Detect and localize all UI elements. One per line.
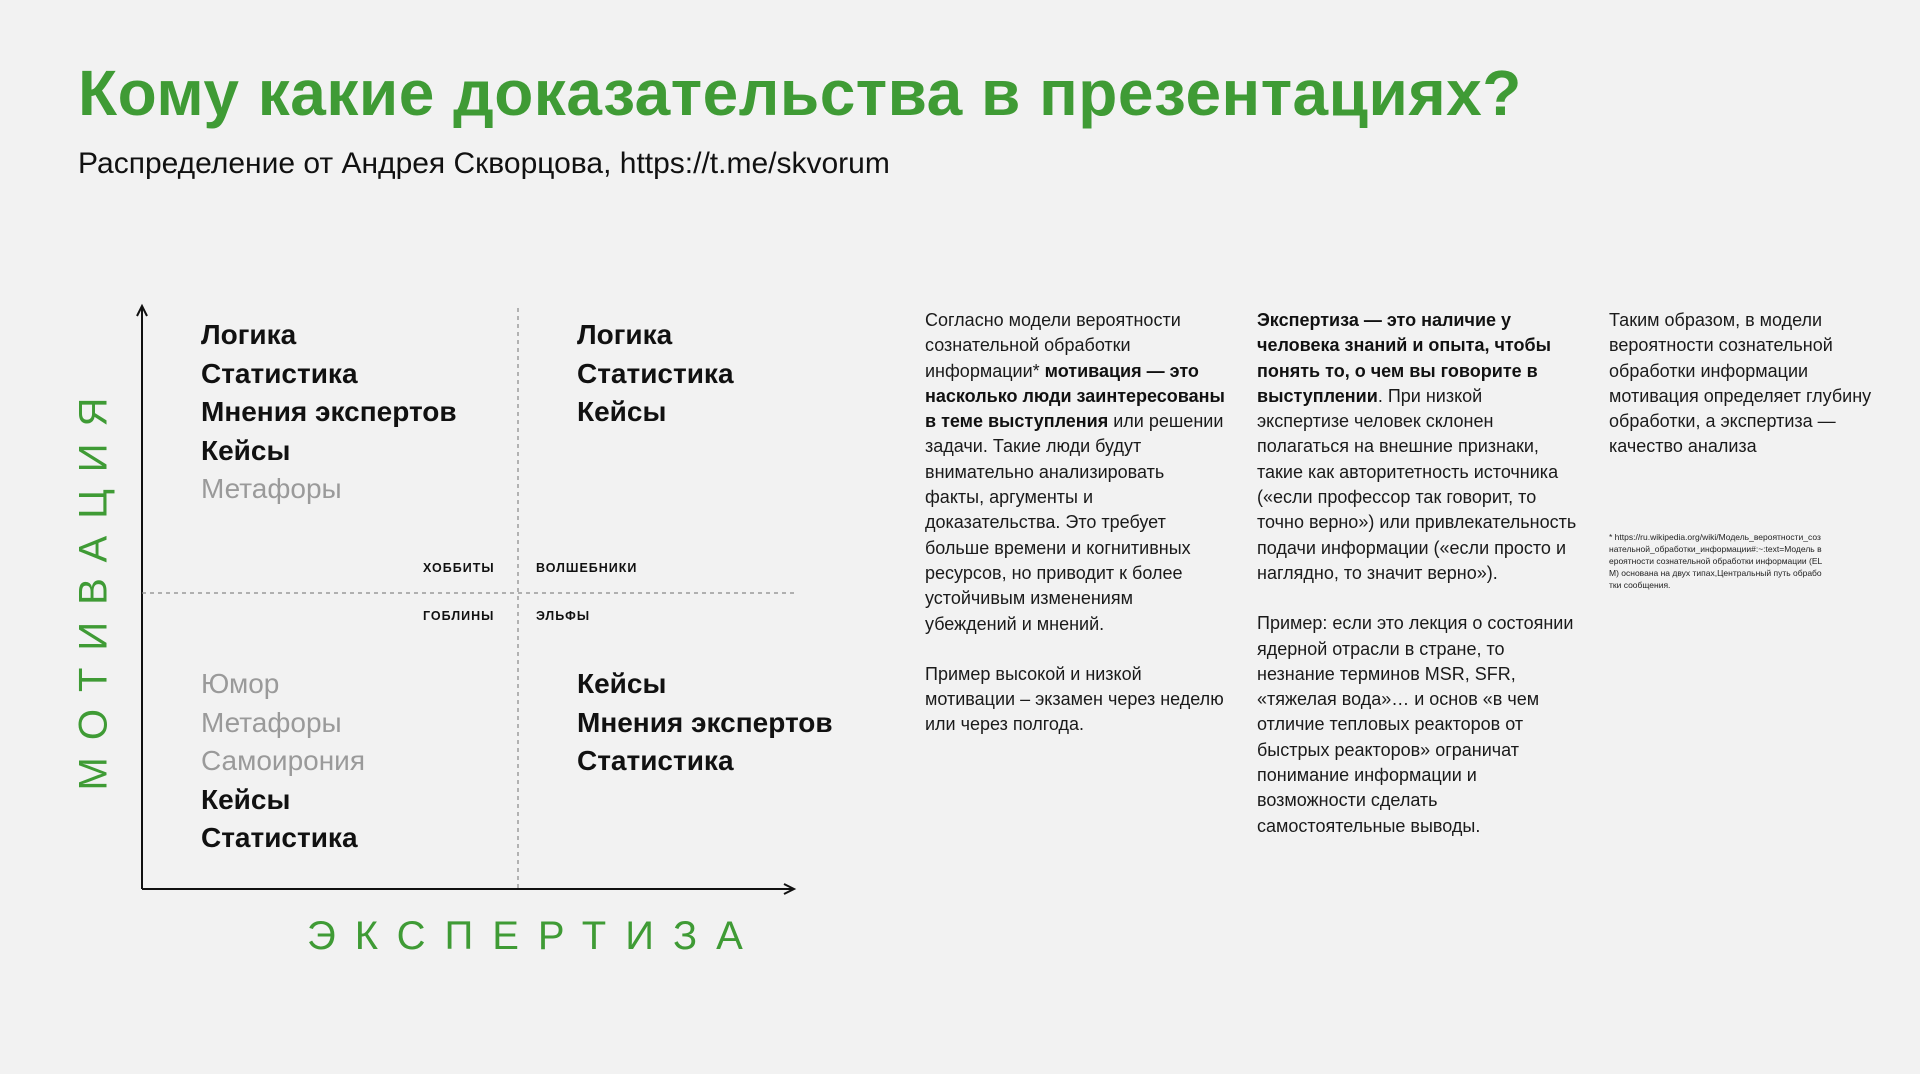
quadrant-top-left xyxy=(201,316,457,509)
quadrant-label-wizards: ВОЛШЕБНИКИ xyxy=(536,561,638,575)
quadrant-item: Статистика xyxy=(577,357,734,389)
quadrant-item: Логика xyxy=(577,319,673,350)
motivation-text: Согласно модели вероятности сознательной обработки информации* xyxy=(925,310,1181,381)
motivation-definition: мотивация — это насколько люди заинтересованы в теме выступления xyxy=(925,360,1225,432)
page-subtitle: Распределение от Андрея Скворцова, https://t.me/skvorum xyxy=(78,147,890,180)
expertise-paragraph xyxy=(1257,308,1577,586)
expertise-text: . При низкой экспертизе человек склонен полагаться на внешние признаки, такие как авторитетность источника («если профессор так говорит, то точно верно») или привлекательность подачи информации («если просто и наглядно, то значит верно»). xyxy=(1257,385,1577,583)
quadrant-label-hobbits: ХОББИТЫ xyxy=(423,561,495,575)
quadrant-item: Метафоры xyxy=(201,473,342,504)
page-title: Кому какие доказательства в презентациях? xyxy=(78,57,1522,129)
expertise-definition: Экспертиза — это наличие у человека знаний и опыта, чтобы понять то, о чем вы говорите в выступлении xyxy=(1257,310,1551,406)
quadrant-item: Юмор xyxy=(201,668,280,699)
quadrant-item: Статистика xyxy=(201,357,358,389)
quadrant-bottom-right xyxy=(577,665,833,781)
y-axis-label-wrap xyxy=(71,380,117,790)
quadrant-item: Метафоры xyxy=(201,706,342,738)
quadrant-item: Логика xyxy=(201,319,297,350)
quadrant-item: Кейсы xyxy=(201,434,291,466)
quadrant-item: Самоирония xyxy=(201,745,365,776)
quadrant-item: Статистика xyxy=(577,745,734,776)
quadrant-item: Статистика xyxy=(201,822,358,853)
footnote: * https://ru.wikipedia.org/wiki/Модель_вероятности_сознательной_обработки_информации#:~:text=Модель вероятности сознательной обработки информации (ELM) основана на двух типах,Центральный путь обработки сообщения. xyxy=(1609,532,1823,590)
conclusion-text: Таким образом, в модели вероятности сознательной обработки информации мотивация определяет глубину обработки, а экспертиза — качество анализа xyxy=(1609,310,1872,457)
quadrant-bottom-left xyxy=(201,665,365,858)
quadrant-item: Кейсы xyxy=(201,783,291,815)
y-axis-label: МОТИВАЦИЯ xyxy=(71,380,116,790)
quadrant-label-goblins: ГОБЛИНЫ xyxy=(423,609,495,623)
quadrant-item: Кейсы xyxy=(577,396,667,427)
motivation-example: Пример высокой и низкой мотивации – экзамен через неделю или через полгода. xyxy=(925,663,1224,735)
quadrant-item: Мнения экспертов xyxy=(577,706,833,738)
quadrant-top-right xyxy=(577,316,734,432)
motivation-text-cont: или решении задачи. Такие люди будут внимательно анализировать факты, аргументы и доказательства. Это требует больше времени и когнитивных ресурсов, но приводит к более устойчивым изменениям убеждений и мнений. xyxy=(925,411,1224,634)
conclusion-column xyxy=(1609,308,1874,485)
x-axis-label: ЭКСПЕРТИЗА xyxy=(307,914,762,958)
quadrant-item: Кейсы xyxy=(577,668,667,699)
quadrant-label-elves: ЭЛЬФЫ xyxy=(536,609,591,623)
expertise-column xyxy=(1257,308,1577,864)
motivation-paragraph xyxy=(925,308,1225,637)
motivation-column xyxy=(925,308,1225,763)
quadrant-item: Мнения экспертов xyxy=(201,396,457,427)
expertise-example: Пример: если это лекция о состоянии ядерной отрасли в стране, то незнание терминов MSR, SFR, «тяжелая вода»… и основ «в чем отличие тепловых реакторов от быстрых реакторов» ограничат понимание информации и возможности сделать самостоятельные выводы. xyxy=(1257,613,1574,836)
